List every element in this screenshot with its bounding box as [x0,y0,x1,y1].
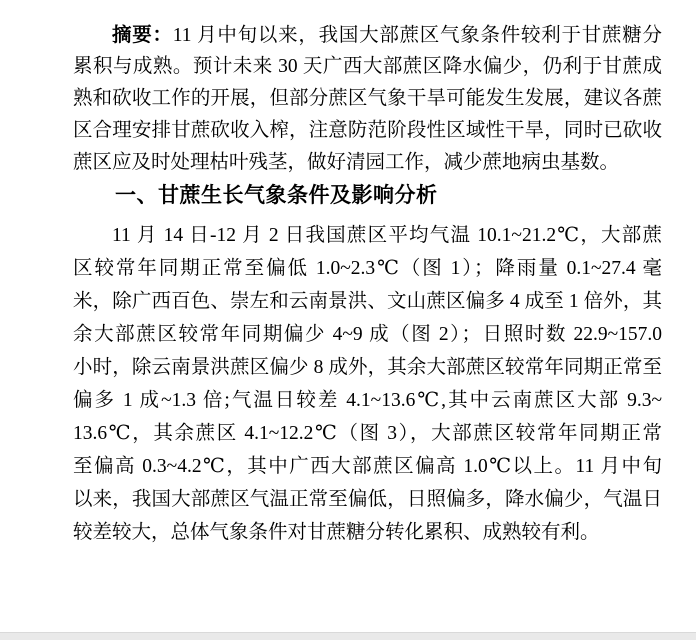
text-line: 13.6℃，其余蔗区 4.1~12.2℃（图 3），大部蔗区较常年同期正常 [73,423,662,444]
abstract-paragraph [73,19,662,179]
page-edge-bar [0,632,696,640]
text-line: 偏多 1 成~1.3 倍;气温日较差 4.1~13.6℃,其中云南蔗区大部 9.3~ [73,390,662,411]
text-line: 至偏高 0.3~4.2℃，其中广西大部蔗区偏高 1.0℃以上。11 月中旬 [73,456,662,477]
abstract-label: 摘要： [112,24,173,46]
text-line: 米，除广西百色、崇左和云南景洪、文山蔗区偏多 4 成至 1 倍外，其 [73,291,662,312]
text-line: 熟和砍收工作的开展，但部分蔗区气象干旱可能发生发展，建议各蔗 [73,88,662,109]
text-line: 小时，除云南景洪蔗区偏少 8 成外，其余大部蔗区较常年同期正常至 [73,357,662,378]
text-line: 累积与成熟。预计未来 30 天广西大部蔗区降水偏少，仍利于甘蔗成 [73,56,662,77]
text-line [73,19,662,51]
text-line: 余大部蔗区较常年同期偏少 4~9 成（图 2）；日照时数 22.9~157.0 [73,324,662,345]
section-heading: 一、甘蔗生长气象条件及影响分析 [115,184,438,207]
analysis-paragraph [73,219,662,549]
text-line: 以来，我国大部蔗区气温正常至偏低，日照偏多，降水偏少，气温日 [73,489,662,510]
text-line: 较差较大，总体气象条件对甘蔗糖分转化累积、成熟较有利。 [73,522,600,543]
document-content [73,19,662,549]
text-line: 区合理安排甘蔗砍收入榨，注意防范阶段性区域性干旱，同时已砍收 [73,120,662,141]
text-line: 蔗区应及时处理枯叶残茎，做好清园工作，减少蔗地病虫基数。 [73,152,620,173]
text-line: 11 月 14 日-12 月 2 日我国蔗区平均气温 10.1~21.2℃，大部蔗 [112,225,662,246]
abstract-line-text: 11 月中旬以来，我国大部蔗区气象条件较利于甘蔗糖分 [172,25,662,46]
text-line: 区较常年同期正常至偏低 1.0~2.3℃（图 1）；降雨量 0.1~27.4 毫 [73,258,662,279]
